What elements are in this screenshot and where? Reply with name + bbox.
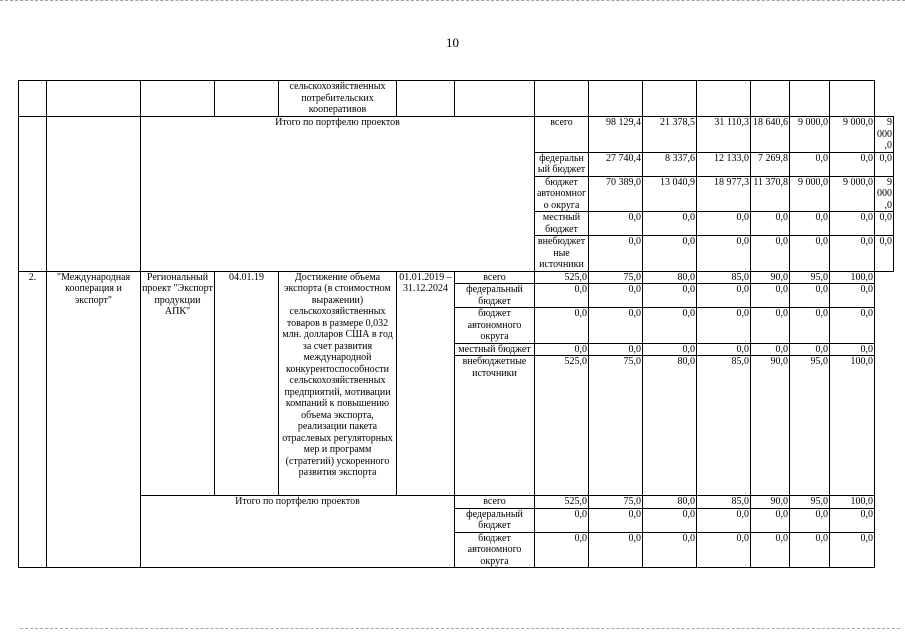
value-cell: 0,0 bbox=[697, 236, 751, 272]
table-row bbox=[19, 81, 894, 117]
value-cell: 0,0 bbox=[830, 532, 875, 568]
value-cell: 100,0 bbox=[830, 496, 875, 509]
value-cell: 0,0 bbox=[751, 236, 790, 272]
project-period: 01.01.2019 – 31.12.2024 bbox=[397, 271, 455, 496]
value-cell: 0,0 bbox=[589, 532, 643, 568]
cell-empty bbox=[47, 117, 141, 272]
value-cell: 0,0 bbox=[697, 508, 751, 532]
value-cell: 0,0 bbox=[589, 236, 643, 272]
value-cell: 18 977,3 bbox=[697, 176, 751, 212]
value-cell: 0,0 bbox=[643, 308, 697, 344]
value-cell: 90,0 bbox=[751, 496, 790, 509]
value-cell: 0,0 bbox=[751, 284, 790, 308]
value-cell: 0,0 bbox=[697, 532, 751, 568]
value-cell: 85,0 bbox=[697, 496, 751, 509]
cell-empty bbox=[19, 81, 47, 117]
value-cell: 0,0 bbox=[830, 284, 875, 308]
portfolio-total-label: Итого по портфелю проектов bbox=[141, 496, 455, 568]
value-cell: 0,0 bbox=[751, 308, 790, 344]
value-cell: 80,0 bbox=[643, 496, 697, 509]
page-number: 10 bbox=[446, 35, 459, 50]
value-cell: 21 378,5 bbox=[643, 117, 697, 153]
value-cell: 95,0 bbox=[790, 496, 830, 509]
value-cell: 0,0 bbox=[697, 284, 751, 308]
value-cell: 525,0 bbox=[535, 271, 589, 284]
value-cell: 90,0 bbox=[751, 356, 790, 496]
value-cell: 0,0 bbox=[790, 284, 830, 308]
value-cell: 0,0 bbox=[751, 212, 790, 236]
project-date: 04.01.19 bbox=[215, 271, 279, 496]
value-cell: 0,0 bbox=[875, 236, 894, 272]
value-cell: 75,0 bbox=[589, 356, 643, 496]
value-cell: 18 640,6 bbox=[751, 117, 790, 153]
value-cell: 9 000,0 bbox=[875, 117, 894, 153]
value-cell: 0,0 bbox=[589, 284, 643, 308]
value-cell: 0,0 bbox=[697, 343, 751, 356]
value-cell: 9 000,0 bbox=[875, 176, 894, 212]
value-cell: 0,0 bbox=[751, 532, 790, 568]
source-label: федеральный бюджет bbox=[535, 152, 589, 176]
value-cell: 11 370,8 bbox=[751, 176, 790, 212]
value-cell: 0,0 bbox=[643, 508, 697, 532]
value-cell: 85,0 bbox=[697, 271, 751, 284]
source-label: федеральный бюджет bbox=[455, 284, 535, 308]
value-cell: 0,0 bbox=[830, 152, 875, 176]
value-cell: 75,0 bbox=[589, 271, 643, 284]
value-cell: 525,0 bbox=[535, 356, 589, 496]
cell-empty bbox=[790, 81, 830, 117]
source-label: бюджет автономного округа bbox=[535, 176, 589, 212]
value-cell: 8 337,6 bbox=[643, 152, 697, 176]
value-cell: 9 000,0 bbox=[830, 117, 875, 153]
value-cell: 9 000,0 bbox=[790, 117, 830, 153]
value-cell: 95,0 bbox=[790, 356, 830, 496]
cell-empty bbox=[215, 81, 279, 117]
table-row bbox=[19, 271, 894, 284]
cell-empty bbox=[455, 81, 535, 117]
source-label: внебюджетные источники bbox=[535, 236, 589, 272]
cell-empty bbox=[19, 117, 47, 272]
value-cell: 0,0 bbox=[535, 508, 589, 532]
row-number: 2. bbox=[19, 271, 47, 568]
cell-empty bbox=[643, 81, 697, 117]
portfolio-total-label: Итого по портфелю проектов bbox=[141, 117, 535, 272]
cell-empty bbox=[397, 81, 455, 117]
source-label: всего bbox=[455, 271, 535, 284]
value-cell: 90,0 bbox=[751, 271, 790, 284]
value-cell: 12 133,0 bbox=[697, 152, 751, 176]
value-cell: 0,0 bbox=[589, 343, 643, 356]
value-cell: 31 110,3 bbox=[697, 117, 751, 153]
value-cell: 0,0 bbox=[535, 532, 589, 568]
value-cell: 0,0 bbox=[751, 508, 790, 532]
value-cell: 70 389,0 bbox=[589, 176, 643, 212]
value-cell: 27 740,4 bbox=[589, 152, 643, 176]
value-cell: 525,0 bbox=[535, 496, 589, 509]
value-cell: 0,0 bbox=[535, 308, 589, 344]
value-cell: 9 000,0 bbox=[830, 176, 875, 212]
value-cell: 100,0 bbox=[830, 356, 875, 496]
value-cell: 0,0 bbox=[751, 343, 790, 356]
value-cell: 0,0 bbox=[643, 284, 697, 308]
source-label: всего bbox=[455, 496, 535, 509]
value-cell: 0,0 bbox=[697, 212, 751, 236]
source-label: всего bbox=[535, 117, 589, 153]
table-row bbox=[19, 496, 894, 509]
scan-artifact-top bbox=[0, 0, 905, 3]
cell-empty bbox=[47, 81, 141, 117]
cell-empty bbox=[830, 81, 875, 117]
value-cell: 13 040,9 bbox=[643, 176, 697, 212]
value-cell: 80,0 bbox=[643, 271, 697, 284]
value-cell: 98 129,4 bbox=[589, 117, 643, 153]
portfolio-finance-table bbox=[18, 80, 894, 568]
scan-artifact-bottom bbox=[20, 628, 900, 631]
value-cell: 0,0 bbox=[830, 308, 875, 344]
source-label: федеральный бюджет bbox=[455, 508, 535, 532]
value-cell: 0,0 bbox=[643, 236, 697, 272]
value-cell: 0,0 bbox=[790, 308, 830, 344]
value-cell: 0,0 bbox=[830, 343, 875, 356]
value-cell: 0,0 bbox=[790, 343, 830, 356]
value-cell: 0,0 bbox=[589, 308, 643, 344]
value-cell: 0,0 bbox=[643, 212, 697, 236]
source-label: внебюджетные источники bbox=[455, 356, 535, 496]
value-cell: 100,0 bbox=[830, 271, 875, 284]
project-name: Региональный проект "Экспорт продукции АПК" bbox=[141, 271, 215, 496]
source-label: бюджет автономного округа bbox=[455, 532, 535, 568]
value-cell: 0,0 bbox=[643, 343, 697, 356]
value-cell: 0,0 bbox=[589, 508, 643, 532]
value-cell: 75,0 bbox=[589, 496, 643, 509]
cell-empty bbox=[535, 81, 589, 117]
value-cell: 0,0 bbox=[830, 212, 875, 236]
measure-tail-cell: сельскохозяйственных потребительских кооперативов bbox=[279, 81, 397, 117]
project-goal: Достижение объема экспорта (в стоимостном выражении) сельскохозяйственных товаров в размере 0,032 млн. долларов США в год за счет развития международной конкурентоспособности сельскохозяйственных предприятий, мотивации компаний к повышению объема экспорта, реализации пакета отраслевых регуляторных мер и программ (стратегий) ускоренного развития экспорта bbox=[279, 271, 397, 496]
value-cell: 0,0 bbox=[790, 152, 830, 176]
portfolio-name: "Международная кооперация и экспорт" bbox=[47, 271, 141, 568]
source-label: местный бюджет bbox=[455, 343, 535, 356]
value-cell: 0,0 bbox=[790, 508, 830, 532]
value-cell: 0,0 bbox=[790, 532, 830, 568]
value-cell: 0,0 bbox=[790, 212, 830, 236]
value-cell: 0,0 bbox=[790, 236, 830, 272]
value-cell: 0,0 bbox=[589, 212, 643, 236]
value-cell: 85,0 bbox=[697, 356, 751, 496]
cell-empty bbox=[751, 81, 790, 117]
value-cell: 0,0 bbox=[830, 508, 875, 532]
value-cell: 9 000,0 bbox=[790, 176, 830, 212]
value-cell: 0,0 bbox=[830, 236, 875, 272]
source-label: местный бюджет bbox=[535, 212, 589, 236]
table-row bbox=[19, 117, 894, 153]
value-cell: 0,0 bbox=[875, 152, 894, 176]
value-cell: 0,0 bbox=[535, 343, 589, 356]
value-cell: 0,0 bbox=[643, 532, 697, 568]
value-cell: 0,0 bbox=[875, 212, 894, 236]
value-cell: 80,0 bbox=[643, 356, 697, 496]
value-cell: 7 269,8 bbox=[751, 152, 790, 176]
cell-empty bbox=[589, 81, 643, 117]
source-label: бюджет автономного округа bbox=[455, 308, 535, 344]
value-cell: 0,0 bbox=[697, 308, 751, 344]
value-cell: 0,0 bbox=[535, 284, 589, 308]
cell-empty bbox=[141, 81, 215, 117]
value-cell: 95,0 bbox=[790, 271, 830, 284]
cell-empty bbox=[697, 81, 751, 117]
